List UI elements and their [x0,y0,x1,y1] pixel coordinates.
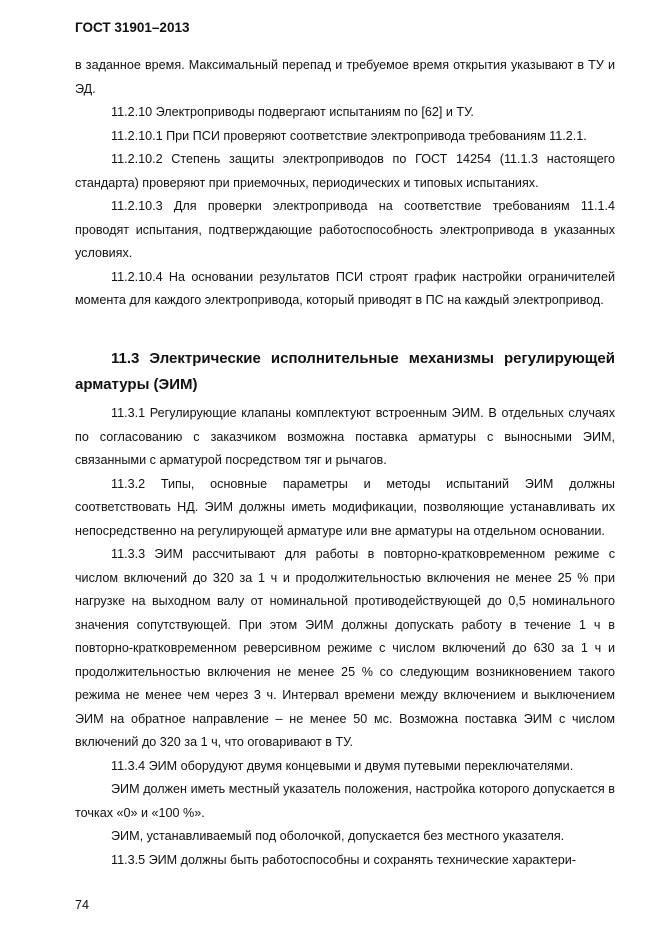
section-heading [75,346,615,398]
paragraph: 11.2.10 Электроприводы подвергают испытаниям по [62] и ТУ. [111,105,474,119]
paragraph: 11.2.10.3 Для проверки электропривода на соответствие требованиям 11.1.4 проводят испытания, подтверждающие работоспособность электропривода в указанных условиях. [75,199,615,260]
paragraph: 11.2.10.4 На основании результатов ПСИ строят график настройки ограничителей момента для каждого электропривода, который приводят в ПС на каждый электропривод. [75,269,615,307]
paragraph: ЭИМ, устанавливаемый под оболочкой, допускается без местного указателя. [111,829,565,843]
text-block-bottom [75,402,615,872]
paragraph: 11.3.1 Регулирующие клапаны комплектуют встроенным ЭИМ. В отдельных случаях по согласованию с заказчиком возможна поставка арматуры с выносными ЭИМ, связанными с арматурой посредством тяг и рычагов. [75,406,615,467]
paragraph: 11.3.2 Типы, основные параметры и методы испытаний ЭИМ должны соответствовать НД. ЭИМ должны иметь модификации, позволяющие устанавливать их непосредственно на регулирующей арматуре или вне арматуры на отдельном основании. [75,476,615,538]
paragraph: 11.3.5 ЭИМ должны быть работоспособны и сохранять технические характери- [111,852,576,867]
paragraph: 11.3.4 ЭИМ оборудуют двумя концевыми и двумя путевыми переключателями. [111,758,574,773]
paragraph: 11.2.10.2 Степень защиты электроприводов по ГОСТ 14254 (11.1.3 настоящего стандарта) проверяют при приемочных, периодических и типовых испытаниях. [75,152,615,190]
document-header: ГОСТ 31901–2013 [75,20,190,35]
section-title: 11.3 Электрические исполнительные механизмы регулирующей арматуры (ЭИМ) [75,350,615,393]
text-block-top [75,54,615,313]
page-number: 74 [75,898,90,912]
paragraph: 11.3.3 ЭИМ рассчитывают для работы в повторно-кратковременном режиме с числом включений до 320 за 1 ч и продолжительностью включения не менее 25 % при нагрузке на выходном валу от номинальной противодействующей до 0,5 номинального значения сопутствующей. При этом ЭИМ должны допускать работу в течение 1 ч в повторно-кратковременном реверсивном режиме с числом включений до 630 за 1 ч и продолжительностью включения не менее 25 % со следующим возникновением такого режима не менее чем через 3 ч. Интервал времени между включением и выключением ЭИМ на обратное направление – не менее 50 мс. Возможна поставка ЭИМ с числом включений до 320 за 1 ч, что оговаривают в ТУ. [75,547,615,749]
paragraph: в заданное время. Максимальный перепад и требуемое время открытия указывают в ТУ и ЭД. [75,58,615,96]
paragraph: 11.2.10.1 При ПСИ проверяют соответствие электропривода требованиям 11.2.1. [111,128,587,143]
paragraph: ЭИМ должен иметь местный указатель положения, настройка которого допускается в точках «0» и «100 %». [75,782,615,820]
